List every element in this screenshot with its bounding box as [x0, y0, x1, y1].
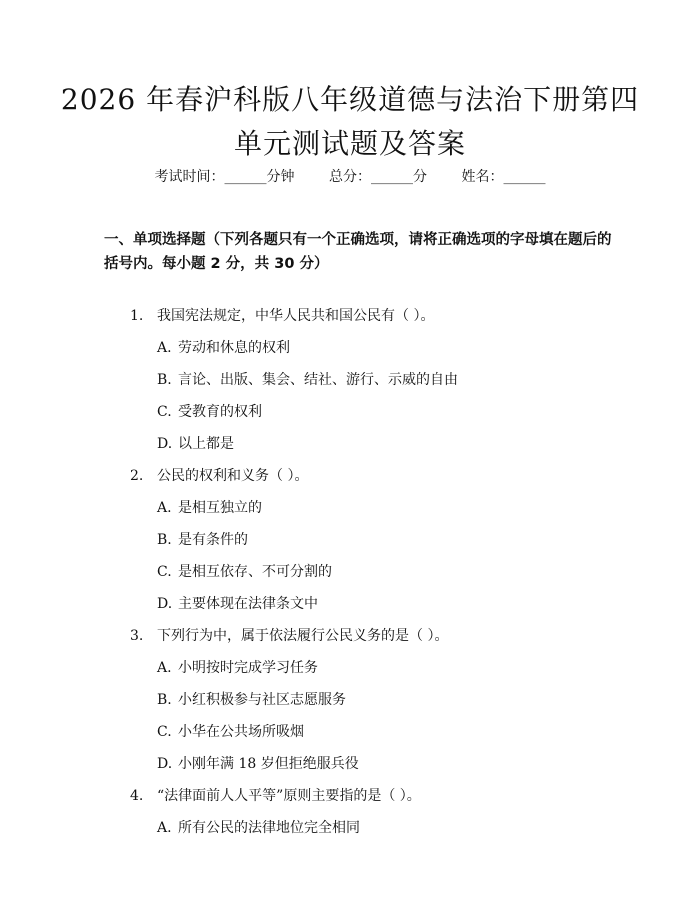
answer-option [0, 402, 700, 434]
option-text: 小华在公共场所吸烟 [178, 724, 304, 740]
question-number: 4. [130, 788, 144, 804]
option-letter: A. [157, 660, 172, 676]
option-text: 是相互依存、不可分割的 [178, 564, 332, 580]
answer-option [0, 754, 700, 786]
question-number: 3. [130, 628, 144, 644]
option-text: 所有公民的法律地位完全相同 [178, 820, 360, 836]
question-number: 2. [130, 468, 144, 484]
section-heading: 一、单项选择题（下列各题只有一个正确选项，请将正确选项的字母填在题后的括号内。每小题 2 分，共 30 分） [104, 232, 612, 272]
question-text: “法律面前人人平等”原则主要指的是（ ）。 [157, 788, 421, 804]
answer-option [0, 530, 700, 562]
document-title [60, 78, 640, 166]
answer-option [0, 722, 700, 754]
option-letter: D. [157, 596, 173, 612]
option-text: 小明按时完成学习任务 [178, 660, 318, 676]
answer-option [0, 594, 700, 626]
exam-score: 总分：______分 [329, 169, 427, 185]
question-number: 1. [130, 308, 144, 324]
option-letter: C. [157, 404, 172, 420]
option-letter: B. [157, 372, 172, 388]
option-text: 主要体现在法律条文中 [178, 596, 318, 612]
option-text: 劳动和休息的权利 [178, 340, 290, 356]
option-letter: D. [157, 756, 173, 772]
answer-option [0, 658, 700, 690]
option-letter: A. [157, 500, 172, 516]
answer-option [0, 562, 700, 594]
option-text: 受教育的权利 [178, 404, 262, 420]
title-line-2: 单元测试题及答案 [233, 127, 466, 160]
exam-time: 考试时间：______分钟 [154, 169, 295, 185]
option-text: 小刚年满 18 岁但拒绝服兵役 [178, 756, 359, 772]
option-letter: C. [157, 564, 172, 580]
option-letter: B. [157, 692, 172, 708]
option-letter: A. [157, 340, 172, 356]
question [0, 306, 700, 338]
answer-option [0, 690, 700, 722]
option-text: 小红积极参与社区志愿服务 [178, 692, 346, 708]
question [0, 786, 700, 818]
option-text: 言论、出版、集会、结社、游行、示威的自由 [178, 372, 458, 388]
answer-option [0, 818, 700, 850]
answer-option [0, 498, 700, 530]
option-letter: C. [157, 724, 172, 740]
question-text: 公民的权利和义务（ ）。 [157, 468, 309, 484]
question [0, 626, 700, 658]
answer-option [0, 370, 700, 402]
option-text: 以上都是 [178, 436, 234, 452]
title-line-1: 2026 年春沪科版八年级道德与法治下册第四 [60, 83, 640, 116]
answer-option [0, 338, 700, 370]
exam-info [0, 166, 700, 188]
option-letter: D. [157, 436, 173, 452]
option-letter: A. [157, 820, 172, 836]
question-text: 我国宪法规定，中华人民共和国公民有（ ）。 [157, 308, 435, 324]
question-text: 下列行为中，属于依法履行公民义务的是（ ）。 [157, 628, 449, 644]
exam-name: 姓名：______ [461, 169, 546, 185]
option-text: 是有条件的 [178, 532, 248, 548]
option-letter: B. [157, 532, 172, 548]
option-text: 是相互独立的 [178, 500, 262, 516]
question-list [0, 306, 700, 850]
answer-option [0, 434, 700, 466]
question [0, 466, 700, 498]
